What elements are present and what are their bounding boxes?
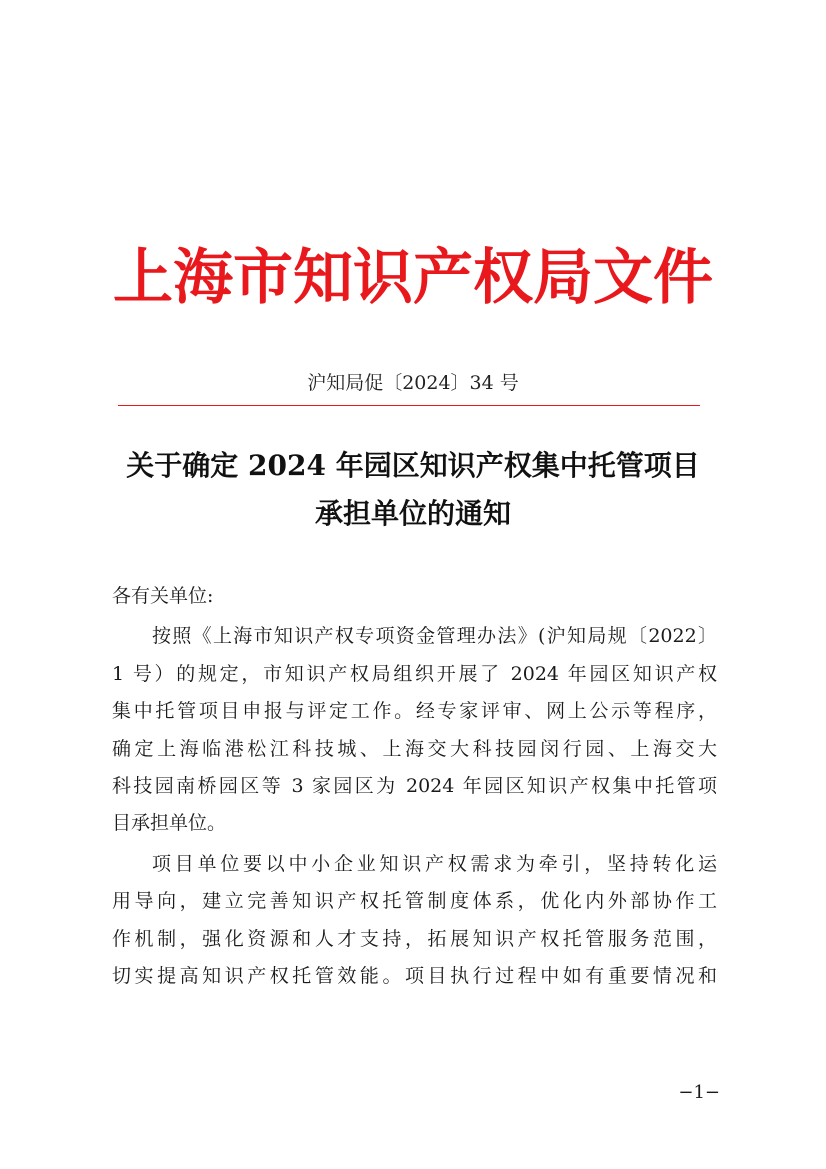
notice-title xyxy=(60,442,766,538)
paragraph-2 xyxy=(112,846,717,996)
masthead-title: 上海市知识产权局文件 xyxy=(113,243,713,313)
notice-title-line-1: 关于确定 2024 年园区知识产权集中托管项目 xyxy=(126,449,700,482)
paragraph-2-line: 切实提高知识产权托管效能。项目执行过程中如有重要情况和 xyxy=(112,965,717,988)
red-separator-line xyxy=(118,405,700,406)
salutation: 各有关单位: xyxy=(112,585,214,607)
paragraph-1-line: 目承担单位。 xyxy=(112,812,227,835)
paragraph-1-line: 确定上海临港松江科技城、上海交大科技园闵行园、上海交大 xyxy=(112,737,717,760)
paragraph-2-line: 用导向，建立完善知识产权托管制度体系，优化内外部协作工 xyxy=(112,890,717,913)
paragraph-1-line: 1 号）的规定，市知识产权局组织开展了 2024 年园区知识产权 xyxy=(112,662,717,685)
paragraph-1-line: 科技园南桥园区等 3 家园区为 2024 年园区知识产权集中托管项 xyxy=(112,775,717,798)
document-number: 沪知局促〔2024〕34 号 xyxy=(307,372,519,394)
paragraph-2-line: 项目单位要以中小企业知识产权需求为牵引，坚持转化运 xyxy=(152,852,717,875)
paragraph-1-line: 集中托管项目申报与评定工作。经专家评审、网上公示等程序， xyxy=(112,700,717,723)
notice-title-line-2: 承担单位的通知 xyxy=(314,497,511,530)
paragraph-2-line: 作机制，强化资源和人才支持，拓展知识产权托管服务范围， xyxy=(112,927,717,950)
paragraph-1-line: 按照《上海市知识产权专项资金管理办法》(沪知局规〔2022〕 xyxy=(152,625,717,648)
paragraph-1 xyxy=(112,618,717,842)
page-number: −1− xyxy=(678,1082,720,1103)
notice-body xyxy=(112,578,717,995)
